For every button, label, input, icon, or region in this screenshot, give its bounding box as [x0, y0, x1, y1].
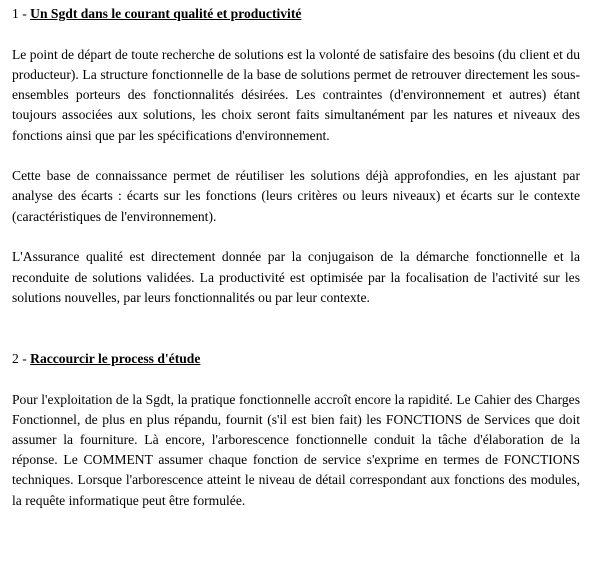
section-1-number: 1 -: [12, 6, 31, 21]
section-2-paragraph-1: Pour l'exploitation de la Sgdt, la pratique fonctionnelle accroît encore la rapidité. Le Cahier des Charges Fonctionnel, de plus en plus répandu, fournit (s'il est bien fait) les FONCTIONS de Services que doit assumer la fourniture. Là encore, l'arborescence fonctionnelle conduit la tâche d'élaboration de la réponse. Le COMMENT assumer chaque fonction de service s'exprime en termes de FONCTIONS techniques. Lorsque l'arborescence atteint le niveau de détail correspondant aux fonctions des modules, la requête informatique peut être formulée.: [12, 391, 580, 508]
section-2-heading: [12, 349, 580, 369]
section-1-heading: [12, 4, 580, 24]
section-2-title: Raccourcir le process d'étude: [30, 350, 201, 366]
section-1-paragraph-2: Cette base de connaissance permet de réutiliser les solutions déjà approfondies, en les ajustant par analyse des écarts : écarts sur les fonctions (leurs critères ou leurs niveaux) et écarts sur le contexte (caractéristiques de l'environnement).: [12, 168, 580, 224]
section-1-paragraph-1: Le point de départ de toute recherche de solutions est la volonté de satisfaire des besoins (du client et du producteur). La structure fonctionnelle de la base de solutions permet de retrouver directement les sous-ensembles porteurs des fonctionnalités désirées. Les contraintes (d'environnement et autres) étant toujours associées aux solutions, les choix seront faits simultanément par les natures et niveaux des fonctions ainsi que par les spécifications d'environnement.: [12, 46, 580, 143]
section-1-paragraph-3: L'Assurance qualité est directement donnée par la conjugaison de la démarche fonctionnelle et la reconduite de solutions validées. La productivité est optimisée par la focalisation de l'activité sur les solutions nouvelles, par leurs fonctionnalités ou par leur contexte.: [12, 249, 580, 305]
section-1-title: Un Sgdt dans le courant qualité et productivité: [30, 6, 302, 21]
section-2-number: 2 -: [12, 350, 31, 366]
